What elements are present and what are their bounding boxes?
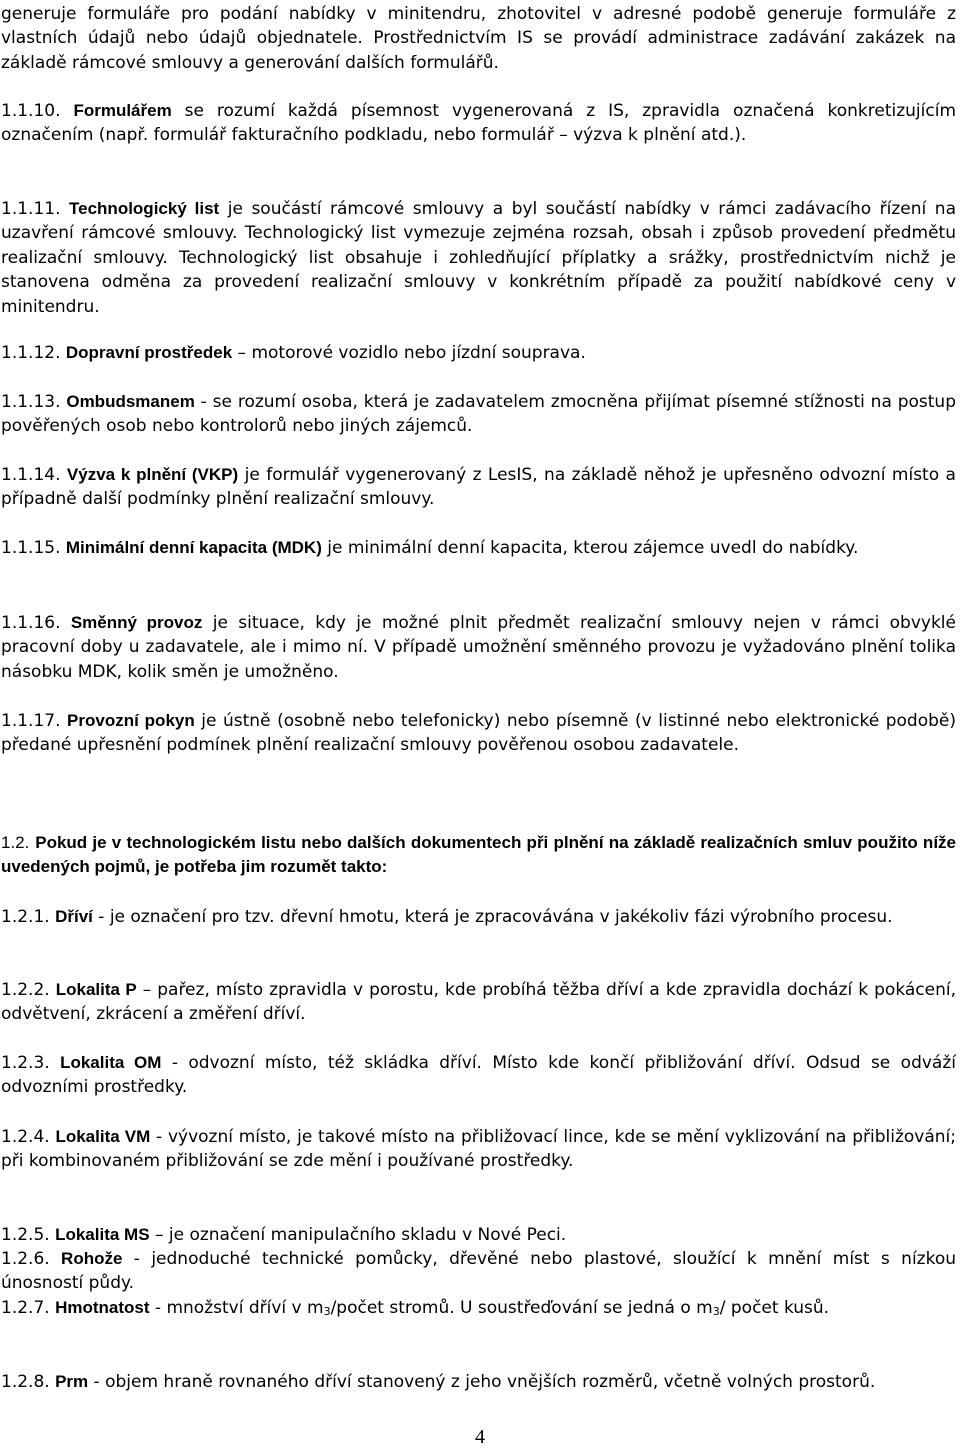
item-number: 1.1.16. — [1, 613, 61, 633]
item-term: Dříví — [55, 907, 93, 926]
item-text: - objem hraně rovnaného dříví stanovený z jeho vnějších rozměrů, včetně volných prostorů. — [88, 1372, 876, 1392]
item-number: 1.2.2. — [1, 980, 50, 1000]
item-term: Výzva k plnění (VKP) — [66, 465, 239, 484]
item-text: - vývozní místo, je takové místo na přibližovací lince, kde se mění vyklizování na přibližování; při kombinovaném přibližování se zde mění i používané prostředky. — [1, 1127, 956, 1172]
item-text: /počet stromů. U soustřeďování se jedná o m — [330, 1298, 713, 1318]
definition-1-1-17 — [1, 709, 956, 758]
item-text: - se rozumí osoba, která je zadavatelem zmocněna přijímat písemné stížnosti na postup pověřených osob nebo kontrolorů nebo jiných zájemců. — [1, 392, 957, 437]
item-text: je formulář vygenerovaný z LesIS, na základě něhož je upřesněno odvozní místo a případně další podmínky plnění realizační smlouvy. — [1, 465, 956, 510]
item-text: – motorové vozidlo nebo jízdní souprava. — [232, 343, 586, 363]
item-text: - jednoduché technické pomůcky, dřevěné nebo plastové, sloužící k mnění míst s nízkou únosností půdy. — [1, 1249, 956, 1294]
item-number: 1.1.13. — [1, 392, 61, 412]
item-text: – je označení manipulačního skladu v Nové Peci. — [149, 1225, 567, 1245]
item-term: Rohože — [61, 1249, 123, 1268]
item-number: 1.1.17. — [1, 711, 61, 731]
item-text: – pařez, místo zpravidla v porostu, kde probíhá těžba dříví a kde zpravidla dochází k pokácení, odvětvení, zkrácení a změření dříví. — [1, 980, 956, 1025]
heading-number: 1.2. — [1, 833, 30, 852]
heading-text: Pokud je v technologickém listu nebo dalších dokumentech při plnění na základě realizačních smluv použito níže uvedených pojmů, je potřeba jim rozumět takto: — [1, 833, 956, 877]
item-number: 1.1.14. — [1, 465, 61, 485]
definition-1-1-16 — [1, 611, 956, 684]
item-term: Hmotnatost — [55, 1298, 150, 1317]
definition-1-2-5 — [1, 1223, 956, 1247]
definition-1-1-10 — [1, 99, 956, 148]
item-term: Lokalita MS — [55, 1225, 150, 1244]
unit-subscript: 3 — [323, 1305, 331, 1318]
item-number: 1.1.12. — [1, 343, 61, 363]
definition-1-2-1 — [1, 905, 956, 929]
intro-text: generuje formuláře pro podání nabídky v minitendru, zhotovitel v adresné podobě generuje formuláře z vlastních údajů nebo údajů objednatele. Prostřednictvím IS se provádí administrace zadávání zakázek na základě rámcové smlouvy a generování dalších formulářů. — [1, 4, 956, 73]
definition-1-2-2 — [1, 978, 956, 1027]
item-text: / počet kusů. — [719, 1298, 830, 1318]
item-number: 1.2.7. — [1, 1298, 50, 1318]
definition-1-1-11 — [1, 197, 956, 319]
item-term: Směnný provoz — [70, 613, 203, 632]
unit-subscript: 3 — [712, 1305, 720, 1318]
intro-paragraph — [1, 2, 956, 75]
item-number: 1.2.8. — [1, 1372, 50, 1392]
item-text: - je označení pro tzv. dřevní hmotu, která je zpracovávána v jakékoliv fázi výrobního procesu. — [92, 907, 893, 927]
item-text: je minimální denní kapacita, kterou zájemce uvedl do nabídky. — [321, 538, 859, 558]
definition-1-1-14 — [1, 463, 956, 512]
definition-1-2-3 — [1, 1051, 956, 1100]
item-number: 1.1.10. — [1, 101, 61, 121]
page-number: 4 — [475, 1426, 485, 1448]
section-heading-1-2 — [1, 831, 956, 880]
item-text: - množství dříví v m — [149, 1298, 324, 1318]
definition-1-1-15 — [1, 536, 956, 560]
definition-1-2-7 — [1, 1296, 956, 1324]
item-term: Prm — [55, 1372, 89, 1391]
item-text: je situace, kdy je možné plnit předmět realizační smlouvy nejen v rámci obvyklé pracovní doby u zadavatele, ale i mimo ní. V případě umožnění směnného provozu je vyžadováno plnění tolika násobku MDK, kolik směn je umožněno. — [1, 613, 956, 682]
item-number: 1.2.5. — [1, 1225, 50, 1245]
item-number: 1.2.3. — [1, 1053, 50, 1073]
item-number: 1.1.15. — [1, 538, 61, 558]
item-text: je součástí rámcové smlouvy a byl součástí nabídky v rámci zadávacího řízení na uzavření rámcové smlouvy. Technologický list vymezuje zejména rozsah, obsah i způsob provedení předmětu realizační smlouvy. Technologický list obsahuje i zohledňující příplatky a srážky, prostřednictvím nichž je stanovena odměna za provedení realizační smlouvy v konkrétním případě za použití nabídkové ceny v minitendru. — [1, 199, 956, 317]
definition-1-2-8 — [1, 1370, 956, 1394]
item-term: Provozní pokyn — [67, 711, 195, 730]
item-term: Dopravní prostředek — [65, 343, 233, 362]
definition-1-2-6 — [1, 1247, 956, 1296]
definition-1-1-12 — [1, 341, 956, 365]
item-text: se rozumí každá písemnost vygenerovaná z IS, zpravidla označená konkretizujícím označením (např. formulář fakturačního podkladu, nebo formulář – výzva k plnění atd.). — [1, 101, 957, 146]
item-number: 1.2.4. — [1, 1127, 50, 1147]
item-text: - odvozní místo, též skládka dříví. Místo kde končí přibližování dříví. Odsud se odváží odvozními prostředky. — [1, 1053, 956, 1098]
item-term: Ombudsmanem — [66, 392, 195, 411]
definition-1-1-13 — [1, 390, 956, 439]
item-text: je ústně (osobně nebo telefonicky) nebo písemně (v listinné nebo elektronické podobě) předané upřesnění podmínek plnění realizační smlouvy pověřenou osobou zadavatele. — [1, 711, 956, 756]
item-term: Lokalita VM — [55, 1127, 151, 1146]
definition-1-2-4 — [1, 1125, 956, 1174]
item-term: Lokalita OM — [60, 1053, 162, 1072]
item-term: Lokalita P — [55, 980, 137, 999]
item-number: 1.2.1. — [1, 907, 50, 927]
item-term: Technologický list — [69, 199, 220, 218]
item-number: 1.2.6. — [1, 1249, 50, 1269]
item-number: 1.1.11. — [1, 199, 61, 219]
item-term: Formulářem — [73, 101, 172, 120]
item-term: Minimální denní kapacita (MDK) — [65, 538, 322, 557]
